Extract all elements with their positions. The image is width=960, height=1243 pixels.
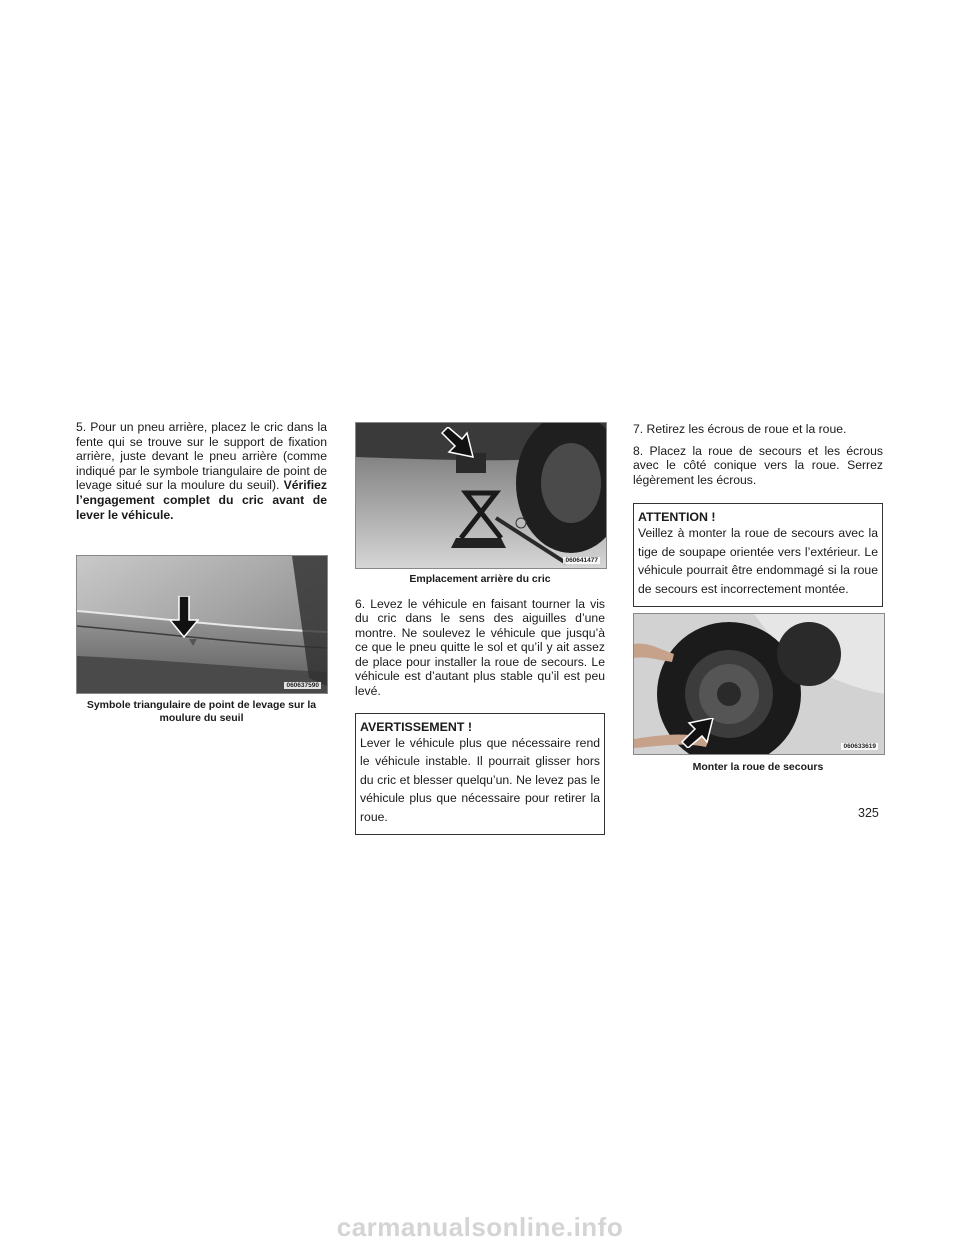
sill-molding-illustration bbox=[77, 556, 327, 693]
figure-code: 060637590 bbox=[286, 682, 319, 690]
figure-caption: Monter la roue de secours bbox=[692, 761, 824, 774]
figure-caption: Emplacement arrière du cric bbox=[409, 573, 551, 585]
figure-jack-location bbox=[355, 422, 607, 569]
arrow-down-icon bbox=[169, 596, 199, 638]
warning-box bbox=[355, 713, 605, 836]
step-5-paragraph bbox=[76, 420, 327, 522]
column-right bbox=[633, 420, 883, 774]
step-8-paragraph: 8. Placez la roue de secours et les écrous avec le côté conique vers la roue. Serrez légèrement les écrous. bbox=[633, 443, 883, 487]
step-5-text: 5. Pour un pneu arrière, placez le cric dans la fente qui se trouve sur le support de fixation arrière, juste devant le pneu arrière (comme indiqué par le symbole triangulaire de point de levage situé sur la moulure du seuil). bbox=[76, 420, 327, 493]
jack-illustration bbox=[356, 423, 606, 568]
step-6-paragraph: 6. Levez le véhicule en faisant tourner la vis du cric dans le sens des aiguilles d’une montre. Ne soulevez le véhicule que jusqu’à ce que le pneu quitte le sol et qu’il y ait assez de place pour installer la roue de secours. Le véhicule est d’autant plus stable qu’il est peu levé. bbox=[355, 596, 605, 699]
figure-code: 060641477 bbox=[565, 557, 598, 564]
arrow-diagonal-icon bbox=[680, 718, 714, 748]
figure-mount-spare bbox=[633, 613, 885, 755]
arrow-diagonal-icon bbox=[440, 427, 476, 459]
watermark: carmanualsonline.info bbox=[336, 1212, 624, 1242]
column-middle bbox=[355, 420, 605, 835]
caution-title: ATTENTION ! bbox=[638, 510, 716, 525]
figure-code: 060633619 bbox=[843, 743, 876, 751]
spare-wheel-illustration bbox=[634, 614, 884, 754]
warning-title: AVERTISSEMENT ! bbox=[360, 719, 472, 734]
caution-box bbox=[633, 503, 883, 607]
column-left bbox=[76, 420, 327, 724]
figure-caption: Symbole triangulaire de point de levage sur la moulure du seuil bbox=[86, 699, 317, 724]
caution-text: Veillez à monter la roue de secours avec la tige de soupape orientée vers l’extérieur. Le véhicule pourrait être endommagé si la roue de secours est incorrectement montée. bbox=[638, 526, 878, 596]
warning-text: Lever le véhicule plus que nécessaire rend le véhicule instable. Il pourrait glisser hors du cric et blesser quelqu’un. Ne levez pas le véhicule plus que nécessaire pour retirer la roue. bbox=[360, 735, 600, 824]
page-number: 325 bbox=[858, 806, 879, 820]
step-7-paragraph: 7. Retirez les écrous de roue et la roue. bbox=[633, 422, 847, 436]
figure-sill-molding bbox=[76, 555, 328, 694]
step-5-bold-warning: Vérifiez l’engagement complet du cric avant de lever le véhicule. bbox=[76, 478, 327, 522]
